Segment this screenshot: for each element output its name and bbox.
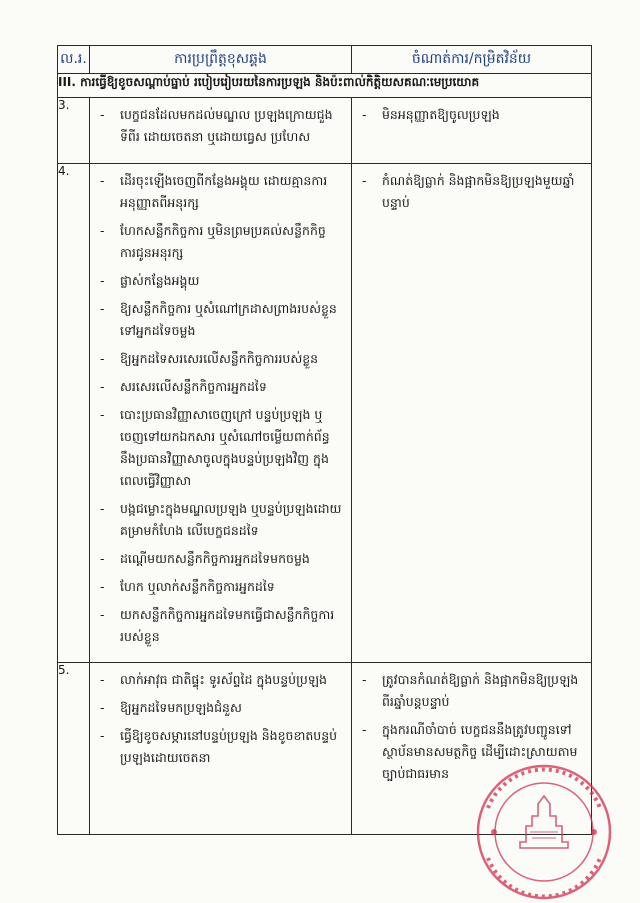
offence-text: យកសន្លឹកកិច្ចការអ្នកដទៃមកធ្វើជាសន្លឹកកិច្ចការរបស់ខ្លួន — [120, 607, 335, 644]
row-number: 5. — [58, 663, 90, 835]
penalty-cell — [352, 98, 592, 164]
offence-text: បេក្ខជនដែលមកដល់មណ្ឌល ប្រឡងក្រោយជួងទីពីរ ដោយចេតនា ឬដោយធ្វេស ប្រហែស — [120, 107, 333, 144]
list-item: - សរសេរលើសន្លឹកកិច្ចការអ្នកដទៃ — [100, 379, 267, 394]
list-item: - យកសន្លឹកកិច្ចការអ្នកដទៃមកធ្វើជាសន្លឹកកិច្ចការរបស់ខ្លួន — [100, 607, 335, 644]
offence-cell — [90, 663, 352, 835]
offence-text: ឱ្យសន្លឹកកិច្ចការ ឬសំណៅក្រដាសព្រាងរបស់ខ្លួនទៅអ្នកដទៃចម្លង — [120, 301, 337, 338]
penalty-text: កំណត់ឱ្យធ្លាក់ និងផ្អាកមិនឱ្យប្រឡងមួយឆ្នាំបន្ទាប់ — [382, 173, 575, 210]
offence-text: បង្កជម្លោះក្នុងមណ្ឌលប្រឡង ឬបន្ទប់ប្រឡងដោយគម្រាមកំហែង លើបេក្ខជនដទៃ — [120, 501, 342, 538]
list-item: - ហែកសន្លឹកកិច្ចការ ឬមិនព្រមប្រគល់សន្លឹកកិច្ចការជូនអនុរក្ស — [100, 223, 326, 260]
list-item: - បេក្ខជនដែលមកដល់មណ្ឌល ប្រឡងក្រោយជួងទីពីរ ដោយចេតនា ឬដោយធ្វេស ប្រហែស — [100, 107, 333, 144]
table-row — [58, 164, 592, 663]
offence-text: ហែក ឬលាក់សន្លឹកកិច្ចការអ្នកដទៃ — [120, 579, 275, 594]
section-title: III. ការធ្វើឱ្យខូចសណ្តាប់ធ្នាប់ របៀបរៀបរយនៃការប្រឡង និងប៉ះពាល់កិត្តិយសគណៈមេប្រយោគ — [58, 74, 592, 98]
list-item: - មិនអនុញ្ញាតឱ្យចូលប្រឡង — [362, 107, 500, 122]
table-row — [58, 98, 592, 164]
list-item: - បង្កជម្លោះក្នុងមណ្ឌលប្រឡង ឬបន្ទប់ប្រឡងដោយគម្រាមកំហែង លើបេក្ខជនដទៃ — [100, 501, 342, 538]
list-item: - ឱ្យអ្នកដទៃមកប្រឡងជំនួស — [100, 700, 242, 715]
header-no: ល.រ. — [58, 46, 90, 74]
offence-text: ធ្វើឱ្យខូចសម្ភារនៅបន្ទប់ប្រឡង និងខូចខាតបន្ទប់ប្រឡងដោយចេតនា — [120, 728, 338, 765]
list-item: - ត្រូវបានកំណត់ឱ្យធ្លាក់ និងផ្អាកមិនឱ្យប្រឡងពីរឆ្នាំបន្តបន្ទាប់ — [362, 672, 579, 709]
offence-cell — [90, 164, 352, 663]
offence-text: លាក់អាវុធ ជាតិផ្ទុះ ទូរស័ព្ទដៃ ក្នុងបន្ទប់ប្រឡង — [120, 672, 327, 687]
list-item: - លាក់អាវុធ ជាតិផ្ទុះ ទូរស័ព្ទដៃ ក្នុងបន្ទប់ប្រឡង — [100, 672, 327, 687]
list-item: - ធ្វើឱ្យខូចសម្ភារនៅបន្ទប់ប្រឡង និងខូចខាតបន្ទប់ប្រឡងដោយចេតនា — [100, 728, 338, 765]
official-seal-stamp — [474, 762, 614, 902]
list-item: - ផ្លាស់កន្លែងអង្គុយ — [100, 273, 200, 288]
row-number: 3. — [58, 98, 90, 164]
header-offence: ការប្រព្រឹត្តខុសឆ្គង — [90, 46, 352, 74]
penalty-text: ត្រូវបានកំណត់ឱ្យធ្លាក់ និងផ្អាកមិនឱ្យប្រឡងពីរឆ្នាំបន្តបន្ទាប់ — [382, 672, 579, 709]
list-item: - ឱ្យអ្នកដទៃសរសេរលើសន្លឹកកិច្ចការរបស់ខ្លួន — [100, 351, 319, 366]
row-number: 4. — [58, 164, 90, 663]
offence-text: ផ្លាស់កន្លែងអង្គុយ — [120, 273, 200, 288]
list-item: - ហែក ឬលាក់សន្លឹកកិច្ចការអ្នកដទៃ — [100, 579, 275, 594]
offence-text: សរសេរលើសន្លឹកកិច្ចការអ្នកដទៃ — [120, 379, 267, 394]
offence-text: ឱ្យអ្នកដទៃមកប្រឡងជំនួស — [120, 700, 242, 715]
list-item: - កំណត់ឱ្យធ្លាក់ និងផ្អាកមិនឱ្យប្រឡងមួយឆ្នាំបន្ទាប់ — [362, 173, 575, 210]
list-item: - បោះប្រធានវិញ្ញាសាចេញក្រៅ បន្ទប់ប្រឡង ឬចេញទៅយកឯកសារ ឬសំណៅចម្លើយពាក់ព័ន្ធនឹងប្រធានវិញ្ញាសាចូលក្នុងបន្ទប់ប្រឡងវិញ ក្នុងពេលធ្វើវិញ្ញាសា — [100, 407, 330, 488]
penalty-cell — [352, 164, 592, 663]
offence-cell — [90, 98, 352, 164]
section-row — [58, 74, 592, 98]
list-item: - ដណ្តើមយកសន្លឹកកិច្ចការអ្នកដទៃមកចម្លង — [100, 551, 310, 566]
list-item: - ក្នុងករណីចាំបាច់ បេក្ខជននឹងត្រូវបញ្ជូនទៅស្ថាប័នមានសមត្ថកិច្ច ដើម្បីដោះស្រាយតាមច្បាប់ជាធរមាន — [362, 722, 578, 781]
offence-text: ឱ្យអ្នកដទៃសរសេរលើសន្លឹកកិច្ចការរបស់ខ្លួន — [120, 351, 319, 366]
offence-text: ដណ្តើមយកសន្លឹកកិច្ចការអ្នកដទៃមកចម្លង — [120, 551, 310, 566]
rules-table — [57, 45, 592, 835]
list-item: - ដើរចុះឡើងចេញពីកន្លែងអង្គុយ ដោយគ្មានការអនុញ្ញាតពីអនុរក្ស — [100, 173, 328, 210]
offence-text: ដើរចុះឡើងចេញពីកន្លែងអង្គុយ ដោយគ្មានការអនុញ្ញាតពីអនុរក្ស — [120, 173, 328, 210]
list-item: - ឱ្យសន្លឹកកិច្ចការ ឬសំណៅក្រដាសព្រាងរបស់ខ្លួនទៅអ្នកដទៃចម្លង — [100, 301, 337, 338]
penalty-text: មិនអនុញ្ញាតឱ្យចូលប្រឡង — [382, 107, 500, 122]
offence-text: ហែកសន្លឹកកិច្ចការ ឬមិនព្រមប្រគល់សន្លឹកកិច្ចការជូនអនុរក្ស — [120, 223, 326, 260]
offence-text: បោះប្រធានវិញ្ញាសាចេញក្រៅ បន្ទប់ប្រឡង ឬចេញទៅយកឯកសារ ឬសំណៅចម្លើយពាក់ព័ន្ធនឹងប្រធានវិញ្ញាសាចូលក្នុងបន្ទប់ប្រឡងវិញ ក្នុងពេលធ្វើវិញ្ញាសា — [120, 407, 330, 488]
header-penalty: ចំណាត់ការ/កម្រិតវិន័យ — [352, 46, 592, 74]
penalty-text: ក្នុងករណីចាំបាច់ បេក្ខជននឹងត្រូវបញ្ជូនទៅស្ថាប័នមានសមត្ថកិច្ច ដើម្បីដោះស្រាយតាមច្បាប់ជាធរមាន — [382, 722, 578, 781]
header-row — [58, 46, 592, 74]
